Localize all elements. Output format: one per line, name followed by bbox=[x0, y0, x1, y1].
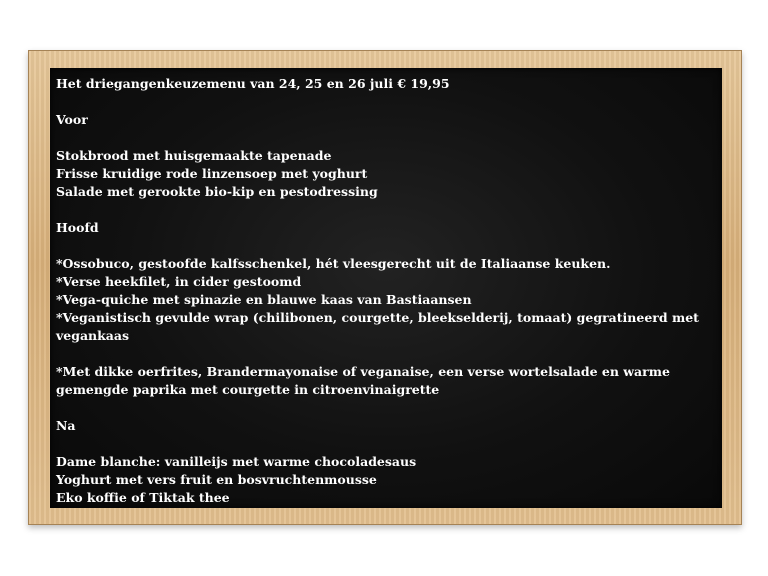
main-item: *Veganistisch gevulde wrap (chilibonen, courgette, bleekselderij, tomaat) gegratineerd met vegankaas bbox=[56, 310, 699, 343]
menu-title: Het driegangenkeuzemenu van 24, 25 en 26 juli € 19,95 bbox=[56, 76, 450, 91]
dessert-item: Eko koffie of Tiktak thee bbox=[56, 490, 230, 505]
wooden-frame bbox=[28, 50, 742, 525]
starter-item: Salade met gerookte bio-kip en pestodressing bbox=[56, 184, 378, 199]
starters-heading: Voor bbox=[56, 112, 88, 127]
dessert-item: Dame blanche: vanilleijs met warme chocoladesaus bbox=[56, 454, 417, 469]
main-item: *Verse heekfilet, in cider gestoomd bbox=[56, 274, 302, 289]
desserts-heading: Na bbox=[56, 418, 76, 433]
dessert-item: Yoghurt met vers fruit en bosvruchtenmousse bbox=[56, 472, 377, 487]
mains-heading: Hoofd bbox=[56, 220, 99, 235]
main-item: *Vega-quiche met spinazie en blauwe kaas van Bastiaansen bbox=[56, 292, 472, 307]
mains-note: *Met dikke oerfrites, Brandermayonaise of veganaise, een verse wortelsalade en warme gemengde paprika met courgette in citroenvinaigrette bbox=[56, 364, 670, 397]
main-item: *Ossobuco, gestoofde kalfsschenkel, hét vleesgerecht uit de Italiaanse keuken. bbox=[56, 256, 611, 271]
chalkboard bbox=[50, 68, 722, 508]
starter-item: Stokbrood met huisgemaakte tapenade bbox=[56, 148, 332, 163]
menu-text bbox=[56, 75, 706, 507]
starter-item: Frisse kruidige rode linzensoep met yoghurt bbox=[56, 166, 368, 181]
